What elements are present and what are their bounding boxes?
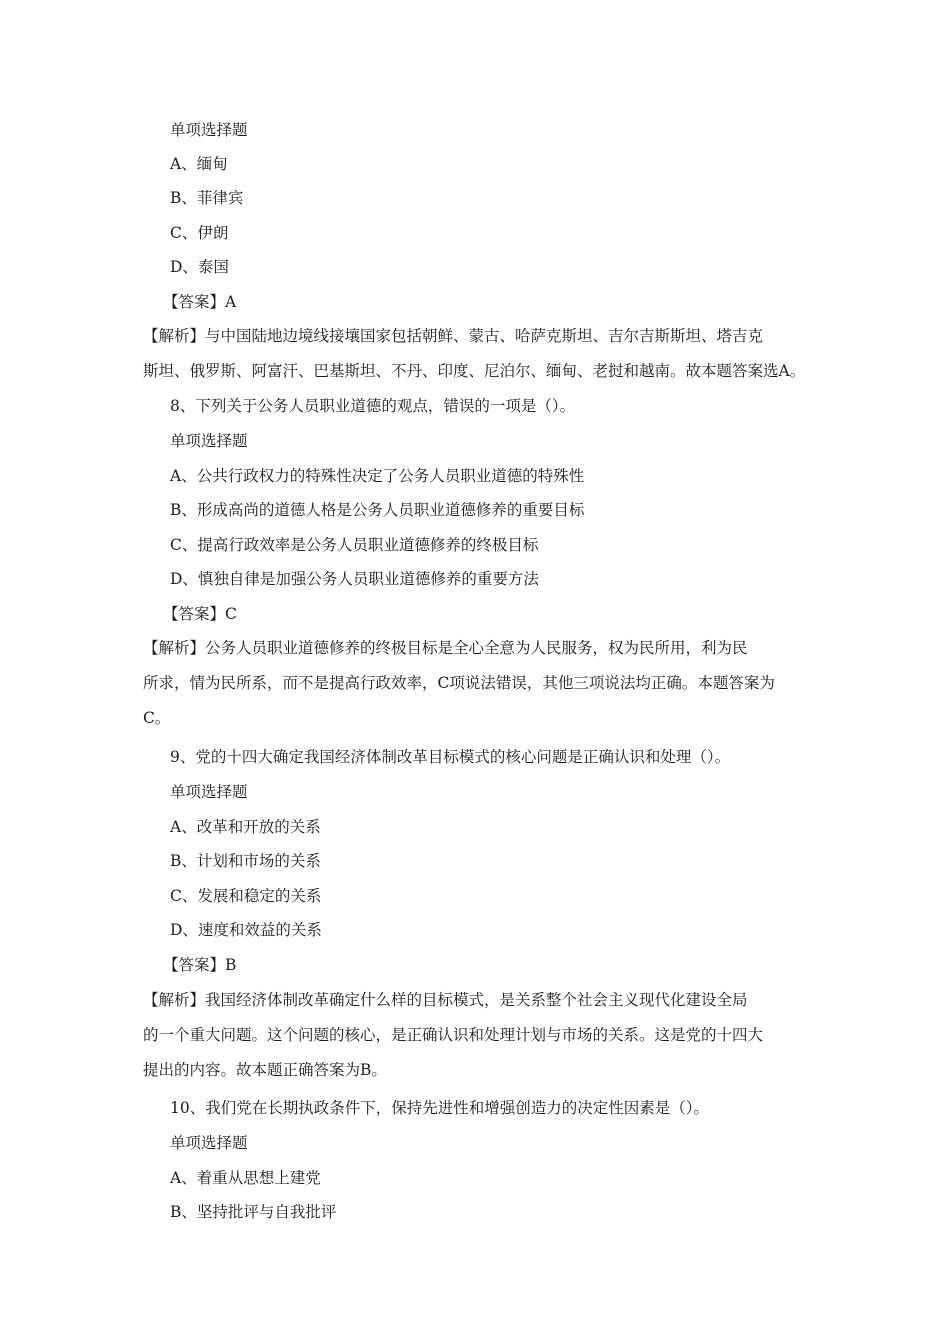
option-a: A、缅甸 <box>170 155 228 173</box>
option-b: B、菲律宾 <box>170 189 244 207</box>
option-a: A、改革和开放的关系 <box>170 818 321 836</box>
option-d: D、泰国 <box>170 258 229 276</box>
analysis-line: 斯坦、俄罗斯、阿富汗、巴基斯坦、不丹、印度、尼泊尔、缅甸、老挝和越南。故本题答案选A。 <box>143 362 806 380</box>
option-c: C、伊朗 <box>170 224 229 242</box>
option-b: B、坚持批评与自我批评 <box>170 1203 337 1221</box>
option-b: B、形成高尚的道德人格是公务人员职业道德修养的重要目标 <box>170 501 585 519</box>
question-type: 单项选择题 <box>170 121 248 139</box>
option-c: C、发展和稳定的关系 <box>170 887 322 905</box>
answer: 【答案】C <box>163 605 237 623</box>
analysis-line: C。 <box>143 709 171 727</box>
answer: 【答案】A <box>163 293 237 311</box>
analysis-line: 的一个重大问题。这个问题的核心，是正确认识和处理计划与市场的关系。这是党的十四大 <box>143 1026 764 1044</box>
question-text: 10、我们党在长期执政条件下，保持先进性和增强创造力的决定性因素是（）。 <box>170 1099 709 1117</box>
analysis-line: 【解析】我国经济体制改革确定什么样的目标模式，是关系整个社会主义现代化建设全局 <box>143 991 748 1009</box>
option-b: B、计划和市场的关系 <box>170 852 321 870</box>
question-type: 单项选择题 <box>170 1134 248 1152</box>
analysis-line: 提出的内容。故本题正确答案为B。 <box>143 1061 387 1079</box>
option-a: A、公共行政权力的特殊性决定了公务人员职业道德的特殊性 <box>170 467 585 485</box>
question-type: 单项选择题 <box>170 783 248 801</box>
analysis-line: 所求，情为民所系，而不是提高行政效率，C项说法错误，其他三项说法均正确。本题答案为 <box>143 674 775 692</box>
option-d: D、速度和效益的关系 <box>170 921 322 939</box>
option-c: C、提高行政效率是公务人员职业道德修养的终极目标 <box>170 536 539 554</box>
question-type: 单项选择题 <box>170 432 248 450</box>
analysis-line: 【解析】与中国陆地边境线接壤国家包括朝鲜、蒙古、哈萨克斯坦、吉尔吉斯斯坦、塔吉克 <box>143 327 764 345</box>
question-text: 9、党的十四大确定我国经济体制改革目标模式的核心问题是正确认识和处理（）。 <box>170 748 731 766</box>
analysis-line: 【解析】公务人员职业道德修养的终极目标是全心全意为人民服务，权为民所用，利为民 <box>143 639 748 657</box>
answer: 【答案】B <box>163 956 237 974</box>
option-a: A、着重从思想上建党 <box>170 1169 321 1187</box>
option-d: D、慎独自律是加强公务人员职业道德修养的重要方法 <box>170 570 539 588</box>
question-text: 8、下列关于公务人员职业道德的观点，错误的一项是（）。 <box>170 397 576 415</box>
